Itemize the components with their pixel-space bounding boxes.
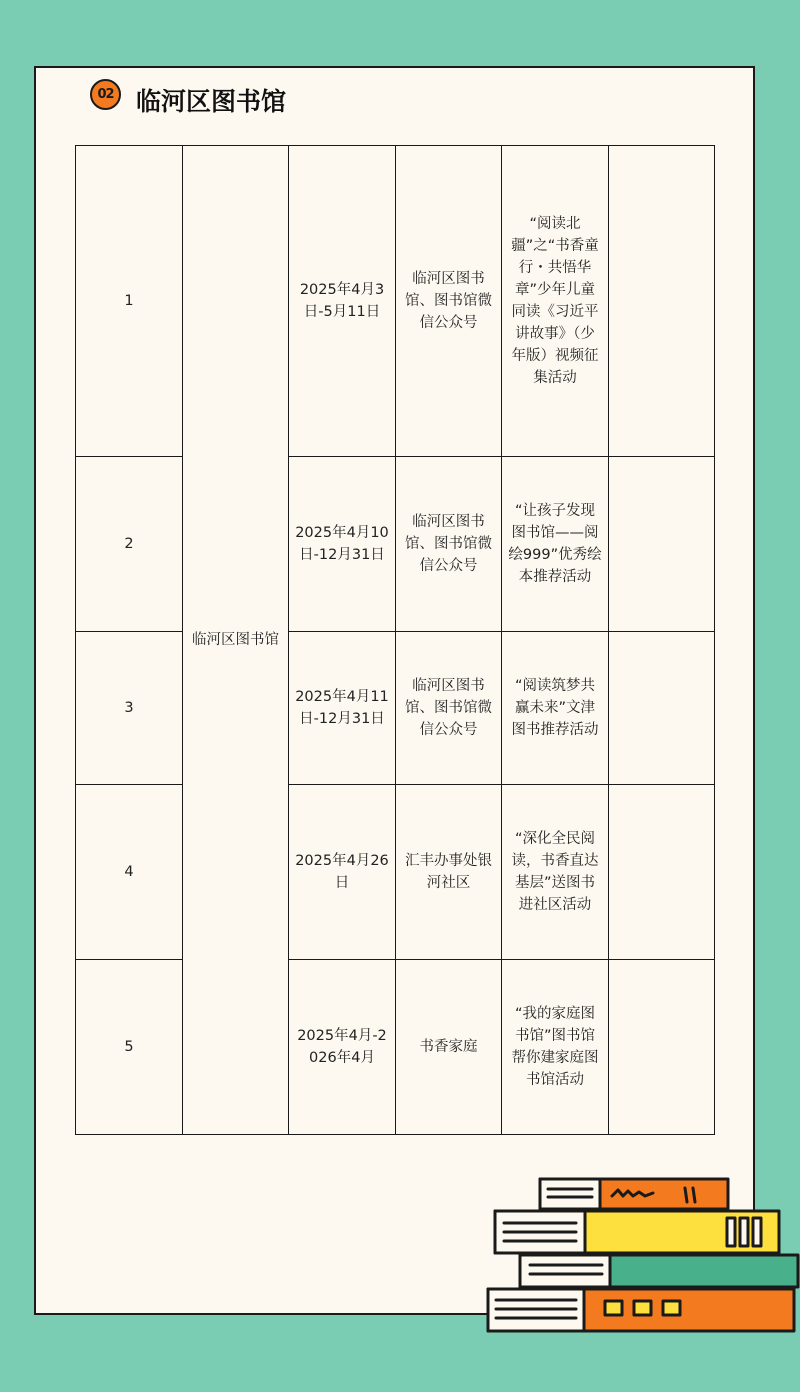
activity-title-cell: “我的家庭图书馆”图书馆帮你建家庭图书馆活动 xyxy=(502,960,609,1135)
row-number: 4 xyxy=(76,785,183,960)
row-number: 5 xyxy=(76,960,183,1135)
events-table xyxy=(75,145,715,1135)
activity-title-cell: “让孩子发现图书馆——阅绘999”优秀绘本推荐活动 xyxy=(502,457,609,632)
venue-cell: 书香家庭 xyxy=(396,960,502,1135)
section-number-badge: 02 xyxy=(90,79,121,110)
venue-cell: 临河区图书馆、图书馆微信公众号 xyxy=(396,632,502,785)
activity-title-cell: “深化全民阅读，书香直达基层”送图书进社区活动 xyxy=(502,785,609,960)
table-row xyxy=(76,146,715,457)
note-cell xyxy=(609,146,715,457)
activity-title-cell: “阅读筑梦共赢未来”文津图书推荐活动 xyxy=(502,632,609,785)
row-number: 1 xyxy=(76,146,183,457)
note-cell xyxy=(609,457,715,632)
book-stack-illustration xyxy=(480,1170,800,1336)
date-cell: 2025年4月11日-12月31日 xyxy=(289,632,396,785)
page-title: 临河区图书馆 xyxy=(136,87,287,116)
date-cell: 2025年4月-2026年4月 xyxy=(289,960,396,1135)
note-cell xyxy=(609,632,715,785)
note-cell xyxy=(609,785,715,960)
date-cell: 2025年4月3日-5月11日 xyxy=(289,146,396,457)
venue-cell: 汇丰办事处银河社区 xyxy=(396,785,502,960)
table-row xyxy=(76,457,715,632)
organizer-cell: 临河区图书馆 xyxy=(183,146,289,1135)
row-number: 2 xyxy=(76,457,183,632)
venue-cell: 临河区图书馆、图书馆微信公众号 xyxy=(396,457,502,632)
note-cell xyxy=(609,960,715,1135)
activity-title-cell: “阅读北疆”之“书香童行・共悟华章”少年儿童同读《习近平讲故事》（少年版）视频征集活动 xyxy=(502,146,609,457)
date-cell: 2025年4月26日 xyxy=(289,785,396,960)
table-row xyxy=(76,632,715,785)
venue-cell: 临河区图书馆、图书馆微信公众号 xyxy=(396,146,502,457)
table-row xyxy=(76,785,715,960)
row-number: 3 xyxy=(76,632,183,785)
table-row xyxy=(76,960,715,1135)
date-cell: 2025年4月10日-12月31日 xyxy=(289,457,396,632)
